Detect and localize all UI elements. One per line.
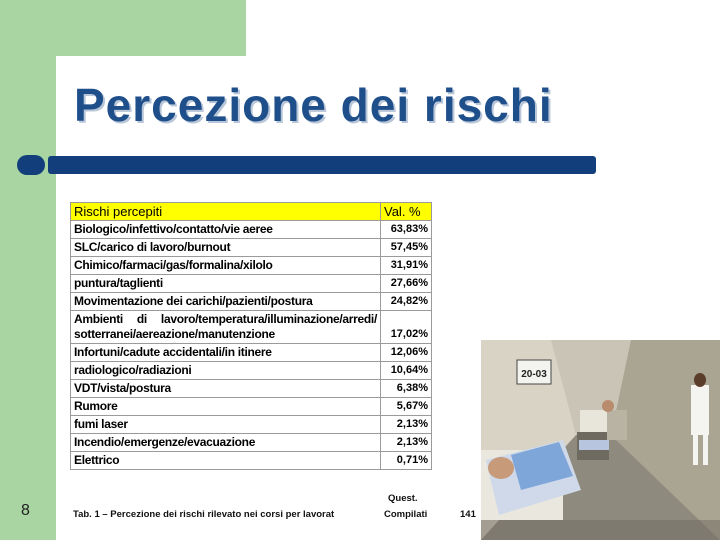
accent-bar-cap: [17, 155, 45, 175]
risk-value: 63,83%: [381, 221, 432, 239]
risk-name: Chimico/farmaci/gas/formalina/xilolo: [71, 257, 381, 275]
risk-name: Biologico/infettivo/contatto/vie aeree: [71, 221, 381, 239]
risk-value: 10,64%: [381, 362, 432, 380]
page-number: 8: [21, 502, 30, 519]
risk-name: Movimentazione dei carichi/pazienti/postura: [71, 293, 381, 311]
risk-name: Elettrico: [71, 452, 381, 470]
risk-table: [70, 202, 432, 470]
risk-value: 0,71%: [381, 452, 432, 470]
table-row: [71, 380, 432, 398]
risk-name: puntura/taglienti: [71, 275, 381, 293]
risk-value: 27,66%: [381, 275, 432, 293]
table-row: [71, 239, 432, 257]
risk-value: 2,13%: [381, 416, 432, 434]
accent-bar: [48, 156, 596, 174]
top-green-band: [0, 0, 246, 56]
table-row: [71, 257, 432, 275]
table-row: [71, 416, 432, 434]
table-row: [71, 311, 432, 344]
ward-sign: 20-03: [521, 369, 547, 380]
risk-value: 24,82%: [381, 293, 432, 311]
compiled-label: Compilati: [384, 509, 428, 520]
risk-value: 5,67%: [381, 398, 432, 416]
table-row: [71, 434, 432, 452]
table-row: [71, 293, 432, 311]
table-row: [71, 344, 432, 362]
risk-value: 17,02%: [381, 311, 432, 344]
table-row: [71, 275, 432, 293]
quest-label: Quest.: [388, 493, 418, 504]
risk-value: 6,38%: [381, 380, 432, 398]
risk-name: Infortuni/cadute accidentali/in itinere: [71, 344, 381, 362]
risk-value: 2,13%: [381, 434, 432, 452]
risk-name: Incendio/emergenze/evacuazione: [71, 434, 381, 452]
table-row: [71, 221, 432, 239]
hospital-corridor-illustration: [481, 340, 720, 540]
header-risks: Rischi percepiti: [71, 203, 381, 221]
header-value: Val. %: [381, 203, 432, 221]
risk-name: Ambienti di lavoro/temperatura/illuminazione/arredi/ sotterranei/aereazione/manutenzione: [71, 311, 381, 344]
risk-name: Rumore: [71, 398, 381, 416]
risk-value: 57,45%: [381, 239, 432, 257]
risk-name: SLC/carico di lavoro/burnout: [71, 239, 381, 257]
risk-value: 12,06%: [381, 344, 432, 362]
risk-name: VDT/vista/postura: [71, 380, 381, 398]
questionnaire-count: 141: [460, 509, 476, 520]
risk-value: 31,91%: [381, 257, 432, 275]
risk-name: radiologico/radiazioni: [71, 362, 381, 380]
table-header-row: [71, 203, 432, 221]
table-row: [71, 362, 432, 380]
table-row: [71, 398, 432, 416]
slide-title: Percezione dei rischi: [74, 79, 553, 131]
left-green-band: [0, 0, 56, 540]
risk-name: fumi laser: [71, 416, 381, 434]
hospital-corridor-photo: [481, 340, 720, 540]
table-caption: Tab. 1 – Percezione dei rischi rilevato nei corsi per lavorat: [73, 509, 335, 520]
table-row: [71, 452, 432, 470]
